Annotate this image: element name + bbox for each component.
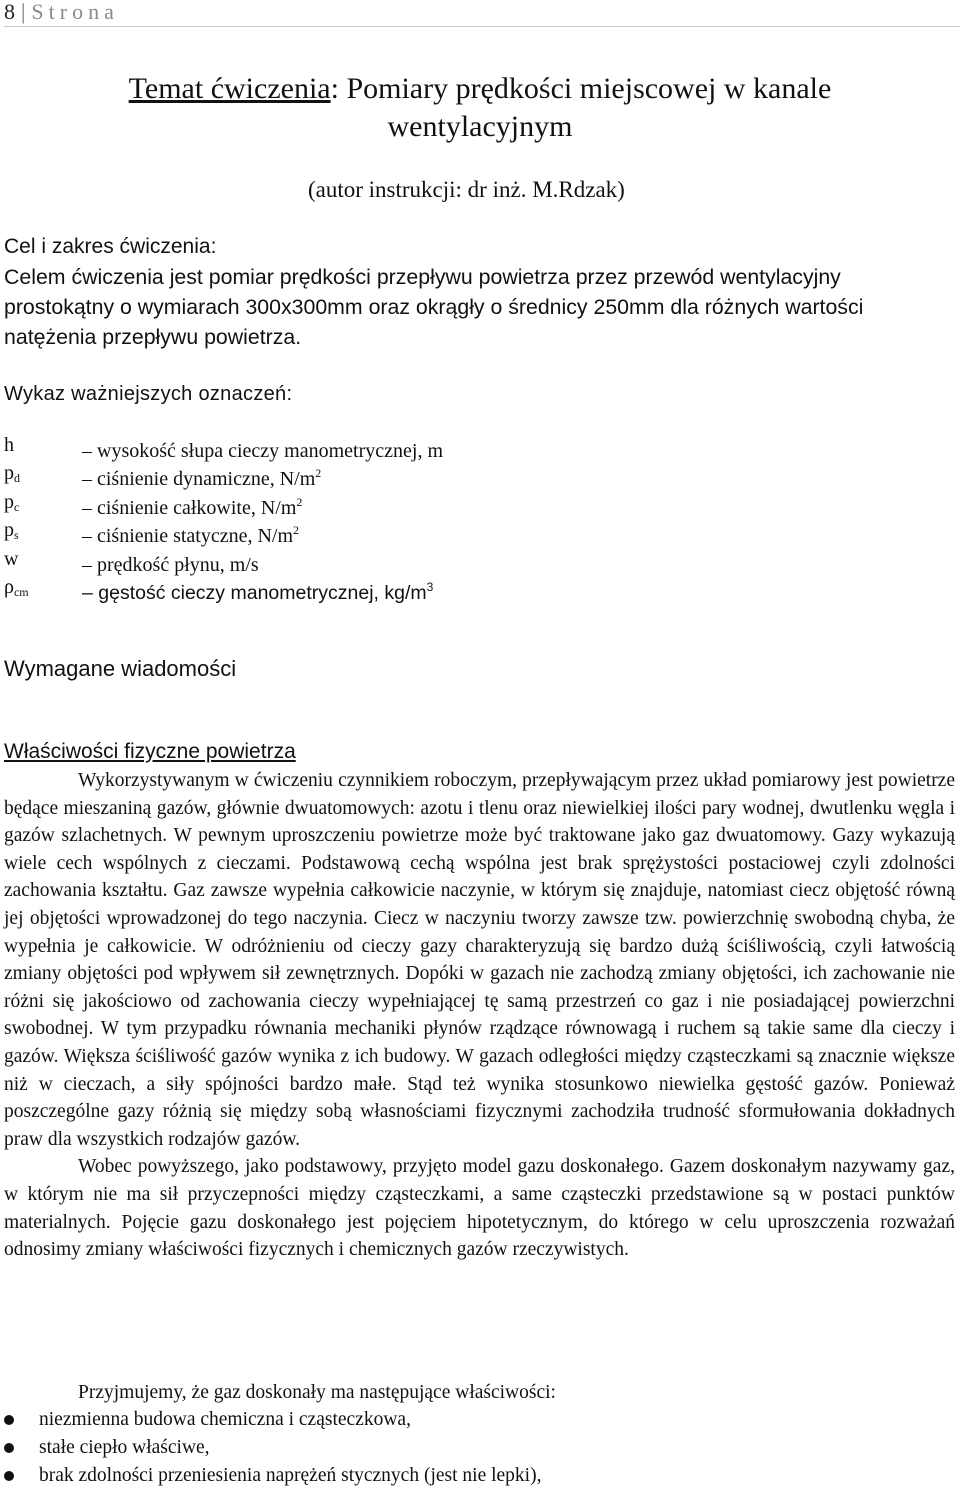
list-item: brak zdolności przeniesienia naprężeń stycznych (jest nie lepki), [0,1462,950,1490]
symbol-description: – ciśnienie całkowite, $N/m^2$ [82,494,303,519]
title-label: Temat ćwiczenia [128,72,331,105]
goal-line: prostokątny o wymiarach 300x300mm oraz okrągły o średnicy 250mm dla różnych wartości [4,295,864,319]
symbol: $\rho_{cm}$ [4,575,29,599]
bullet-icon [4,1415,14,1425]
symbol-row [4,488,904,519]
body-text [4,767,955,1264]
symbol-row [4,459,904,491]
title-line-1 [0,70,960,108]
symbol: $p_d$ [4,462,20,486]
list-item: niezmienna budowa chemiczna i cząsteczkowa, [0,1406,950,1434]
title-line-2: wentylacyjnym [387,110,573,143]
goal-text [4,262,956,352]
symbol-description: – prędkość płynu, m/s [82,553,259,576]
title-line-1-rest: Pomiary prędkości miejscowej w kanale [338,72,832,105]
symbols-list [4,431,904,604]
list-item: stałe ciepło właściwe, [0,1434,950,1462]
symbol-row [4,516,904,548]
symbol-row [4,431,904,462]
bullet-icon [4,1471,14,1481]
symbol-description: – gęstość cieczy manometrycznej, $kg/m^3$ [82,579,434,604]
symbol-row [4,545,904,576]
symbol-description: – wysokość słupa cieczy manometrycznej, m [82,440,443,462]
paragraph: Wobec powyższego, jako podstawowy, przyjęto model gazu doskonałego. Gazem doskonałym nazywamy gaz, w którym nie ma sił przyczepności między cząsteczkami, a same cząsteczki przedstawione są w postaci punktów materialnych. Pojęcie gazu doskonałego jest pojęciem hipotetycznym, do którego w celu uproszczenia rozważań odnosimy zmiany właściwości fizycznych i chemicznych gazów rzeczywistych. [4,1156,955,1261]
goal-heading: Cel i zakres ćwiczenia: [4,235,217,258]
symbols-heading: Wykaz ważniejszych oznaczeń: [4,383,293,405]
symbol-description: – ciśnienie statyczne, $N/m^2$ [82,523,300,548]
properties-intro: Przyjmujemy, że gaz doskonały ma następujące właściwości: [78,1382,556,1403]
bullet-icon [4,1443,14,1453]
symbol-row [4,573,904,604]
document-title [0,70,960,146]
symbol: $p_s$ [4,519,19,543]
goal-line: natężenia przepływu powietrza. [4,325,302,349]
title-colon: : [330,72,339,105]
symbol: h [4,434,14,456]
page-number: 8 [4,0,15,24]
goal-line: Celem ćwiczenia jest pomiar prędkości przepływu powietrza przez przewód wentylacyjny [4,265,841,289]
required-heading: Wymagane wiadomości [4,656,237,681]
symbol-description: – ciśnienie dynamiczne, $N/m^2$ [82,466,322,491]
page-separator: | [21,0,26,24]
page-word: Strona [31,0,119,24]
properties-list [0,1406,950,1490]
symbol: w [4,547,19,570]
symbol: $p_c$ [4,490,20,514]
author-note: (autor instrukcji: dr inż. M.Rdzak) [308,177,625,202]
paragraph: Wykorzystywanym w ćwiczeniu czynnikiem roboczym, przepływającym przez układ pomiarowy jest powietrze będące mieszaniną gazów, głównie dwuatomowych: azotu i tlenu oraz niewielkiej ilości pary wodnej, dwutlenku węgla i gazów szlachetnych. W pewnym uproszczeniu powietrze może być traktowane jako gaz dwuatomowy. Gazy wykazują wiele cech wspólnych z cieczami. Podstawową cechą wspólna jest brak sprężystości postaciowej czyli zdolności zachowania kształtu. Gaz zawsze wypełnia całkowicie naczynie, w którym się znajduje, natomiast ciecz objętość równą jej objętości wprowadzonej do tego naczynia. Ciecz w naczyniu tworzy zawsze tzw. powierzchnię swobodną chyba, że wypełnia je całkowicie. W odróżnieniu od cieczy gazy charakteryzują się bardzo dużą ściśliwością, czyli łatwością zmiany objętości pod wpływem sił zewnętrznych. Dopóki w gazach nie zachodzą zmiany objętości, ich zachowanie nie różni się jakościowo od zachowania cieczy wypełniającej tę samą przestrzeń co gaz i nie posiadającej powierzchni swobodnej. W tym przypadku równania mechaniki płynów rządzące równowagą i ruchem są takie same dla cieczy i gazów. Większa ściśliwość gazów wynika z ich budowy. W gazach odległości między cząsteczkami są znacznie większe niż w cieczach, a siły spójności bardzo małe. Stąd też wynika stosunkowo niewielka gęstość gazów. Ponieważ poszczególne gazy różnią się między sobą własnościami fizycznymi zachodziła trudność sformułowania dokładnych praw dla wszystkich rodzajów gazów. [4,770,955,1150]
air-properties-heading: Właściwości fizyczne powietrza [4,740,296,763]
page-header [4,0,960,27]
